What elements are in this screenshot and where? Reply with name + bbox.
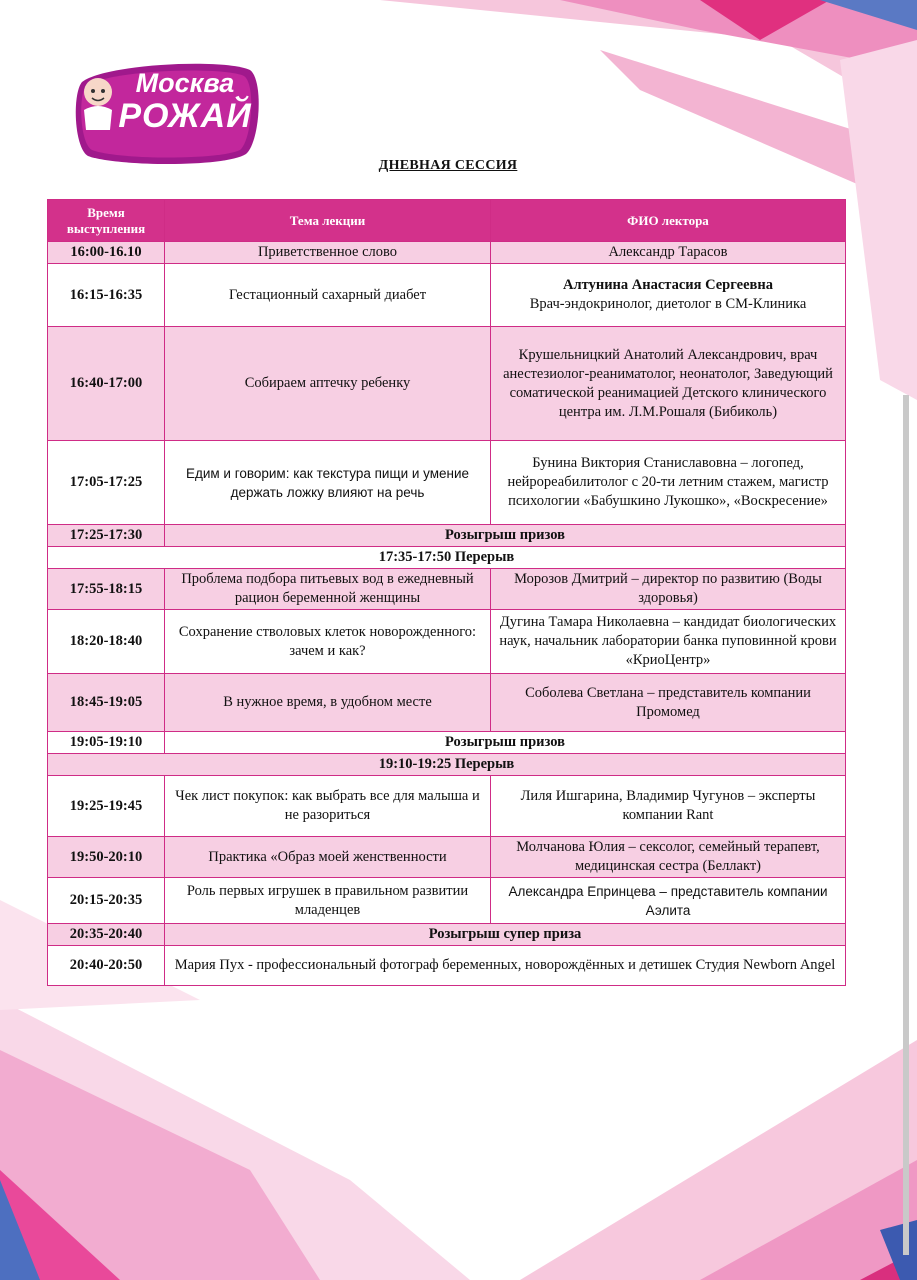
- row-topic: Едим и говорим: как текстура пищи и умение держать ложку влияют на речь: [165, 441, 491, 525]
- table-header-row: [48, 200, 846, 242]
- row-time: 19:50-20:10: [48, 837, 165, 878]
- row-speaker: Лиля Ишгарина, Владимир Чугунов – эксперты компании Rant: [491, 776, 846, 837]
- row-time: 16:00-16.10: [48, 242, 165, 264]
- session-title: ДНЕВНАЯ СЕССИЯ: [378, 158, 518, 173]
- row-time: 17:05-17:25: [48, 441, 165, 525]
- row-topic: Гестационный сахарный диабет: [165, 264, 491, 327]
- header-topic: Тема лекции: [165, 200, 491, 242]
- table-row: [48, 242, 846, 264]
- table-row: [48, 674, 846, 732]
- row-time: 18:20-18:40: [48, 610, 165, 674]
- row-topic: Приветственное слово: [165, 242, 491, 264]
- row-time: 20:15-20:35: [48, 878, 165, 924]
- row-speaker: Дугина Тамара Николаевна – кандидат биологических наук, начальник лаборатории банка пуповинной крови «КриоЦентр»: [491, 610, 846, 674]
- logo-line-2: РОЖАЙ: [118, 97, 252, 135]
- row-time: 16:40-17:00: [48, 327, 165, 441]
- row-break: 19:10-19:25 Перерыв: [48, 754, 846, 776]
- row-time: 19:25-19:45: [48, 776, 165, 837]
- row-speaker: [491, 264, 846, 327]
- row-time: 16:15-16:35: [48, 264, 165, 327]
- row-topic: Роль первых игрушек в правильном развитии младенцев: [165, 878, 491, 924]
- table-row: [48, 327, 846, 441]
- row-time: 17:55-18:15: [48, 569, 165, 610]
- row-speaker: Соболева Светлана – представитель компании Промомед: [491, 674, 846, 732]
- table-row: [48, 776, 846, 837]
- baby-icon: [78, 72, 118, 132]
- row-time: 17:25-17:30: [48, 525, 165, 547]
- schedule-table: [47, 199, 846, 986]
- row-merged-content: Мария Пух - профессиональный фотограф беременных, новорождённых и детишек Студия Newborn Angel: [165, 946, 846, 986]
- row-topic: Сохранение стволовых клеток новорожденного: зачем и как?: [165, 610, 491, 674]
- row-time: 20:35-20:40: [48, 924, 165, 946]
- table-row: [48, 441, 846, 525]
- table-row: [48, 569, 846, 610]
- row-topic: Чек лист покупок: как выбрать все для малыша и не разориться: [165, 776, 491, 837]
- row-speaker: Александр Тарасов: [491, 242, 846, 264]
- speaker-name: Алтунина Анастасия Сергеевна: [563, 277, 773, 293]
- table-row: [48, 946, 846, 986]
- row-speaker: Морозов Дмитрий – директор по развитию (Воды здоровья): [491, 569, 846, 610]
- table-row: [48, 837, 846, 878]
- row-speaker: Молчанова Юлия – сексолог, семейный терапевт, медицинская сестра (Беллакт): [491, 837, 846, 878]
- row-time: 20:40-20:50: [48, 946, 165, 986]
- table-row: [48, 754, 846, 776]
- table-row: [48, 924, 846, 946]
- row-topic: Практика «Образ моей женственности: [165, 837, 491, 878]
- row-topic: В нужное время, в удобном месте: [165, 674, 491, 732]
- row-time: 18:45-19:05: [48, 674, 165, 732]
- table-row: [48, 525, 846, 547]
- table-row: [48, 878, 846, 924]
- row-break: 17:35-17:50 Перерыв: [48, 547, 846, 569]
- row-prize-draw: Розыгрыш призов: [165, 732, 846, 754]
- header-time: Время выступления: [48, 200, 165, 242]
- row-topic: Собираем аптечку ребенку: [165, 327, 491, 441]
- logo: [74, 62, 260, 166]
- row-prize-draw: Розыгрыш призов: [165, 525, 846, 547]
- row-topic: Проблема подбора питьевых вод в ежедневный рацион беременной женщины: [165, 569, 491, 610]
- header-speaker: ФИО лектора: [491, 200, 846, 242]
- row-time: 19:05-19:10: [48, 732, 165, 754]
- speaker-details: Врач-эндокринолог, диетолог в СМ-Клиника: [529, 296, 807, 312]
- row-speaker: Бунина Виктория Станиславовна – логопед, нейрореабилитолог с 20-ти летним стажем, магистр психологии «Бабушкино Лукошко», «Воскресение»: [491, 441, 846, 525]
- table-row: [48, 732, 846, 754]
- table-row: [48, 264, 846, 327]
- logo-line-1: Москва: [135, 68, 235, 98]
- logo-text: [114, 70, 256, 133]
- row-speaker: Александра Епринцева – представитель компании Аэлита: [491, 878, 846, 924]
- row-speaker: Крушельницкий Анатолий Александрович, врач анестезиолог-реаниматолог, неонатолог, Заведующий соматической реанимацией Детского клинического центра им. Л.М.Рошаля (Бибиколь): [491, 327, 846, 441]
- table-row: [48, 610, 846, 674]
- table-row: [48, 547, 846, 569]
- row-prize-draw: Розыгрыш супер приза: [165, 924, 846, 946]
